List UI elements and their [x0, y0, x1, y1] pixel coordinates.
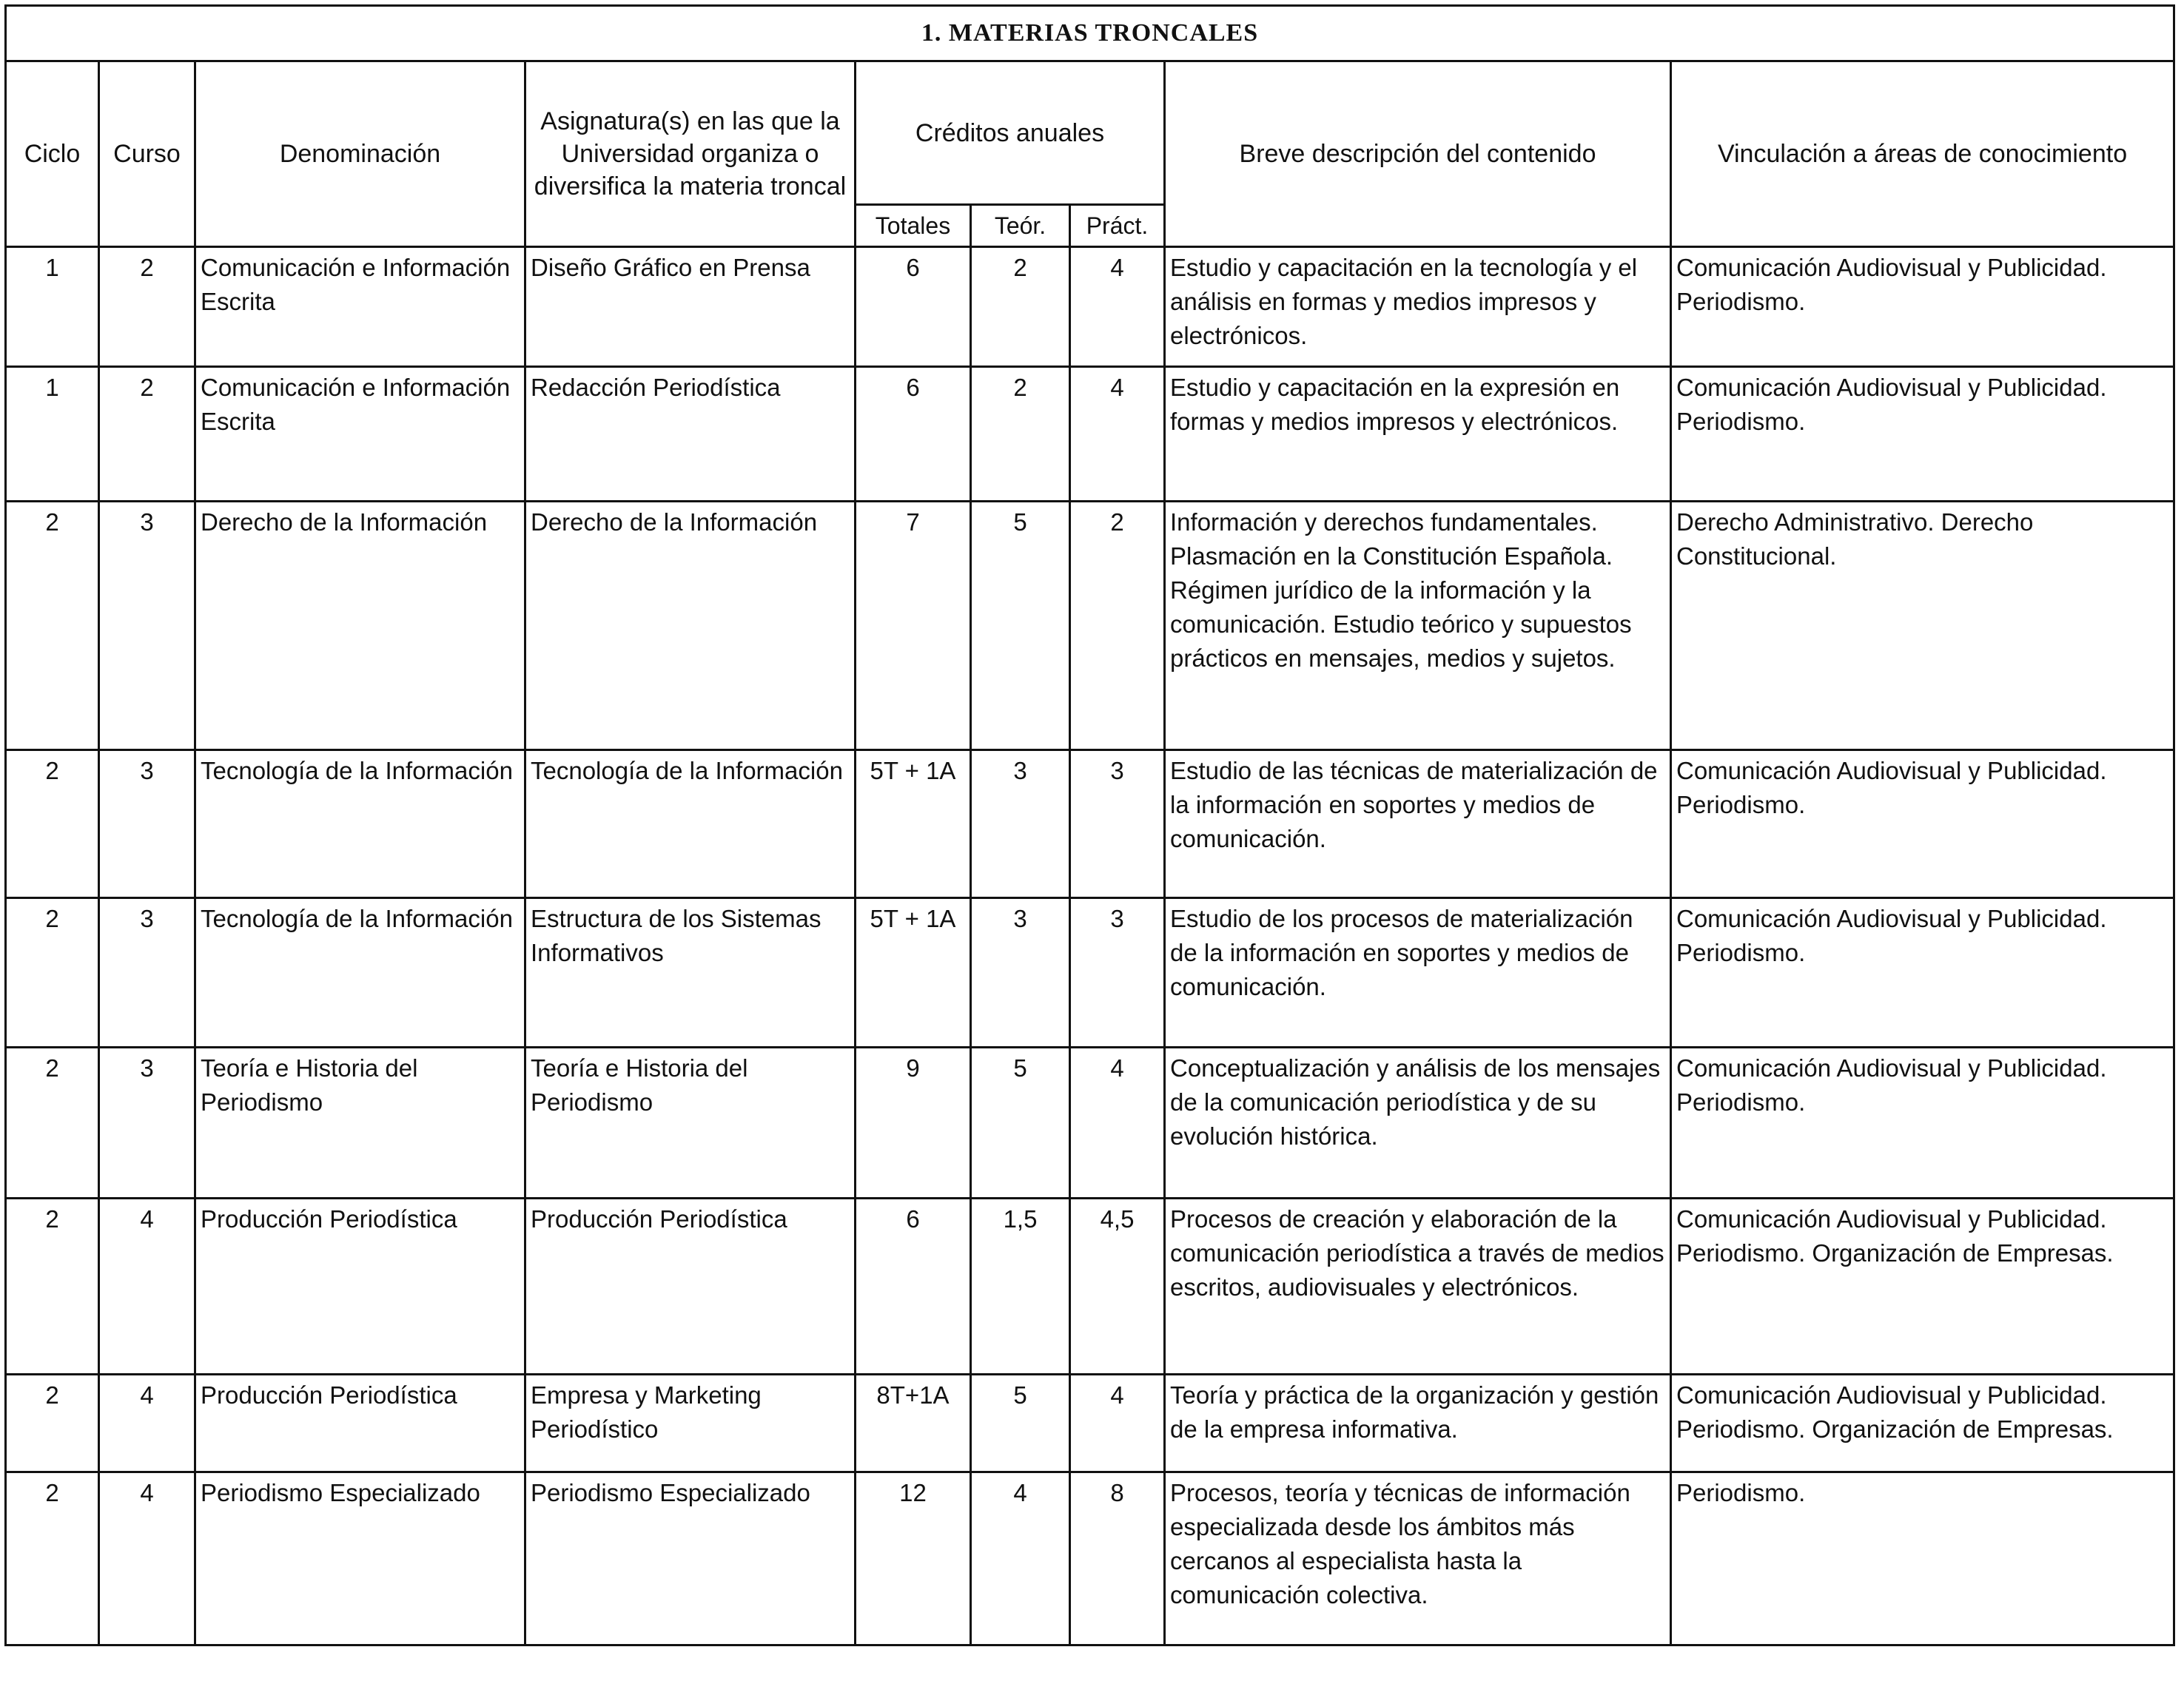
cell-ciclo: 2 [6, 1199, 99, 1375]
cell-denominacion: Tecnología de la Información [195, 898, 525, 1048]
cell-totales: 5T + 1A [856, 750, 971, 898]
cell-ciclo: 2 [6, 898, 99, 1048]
cell-totales: 7 [856, 502, 971, 750]
cell-ciclo: 2 [6, 750, 99, 898]
cell-denominacion: Producción Periodística [195, 1199, 525, 1375]
cell-vinculacion: Comunicación Audiovisual y Publicidad. Periodismo. [1671, 898, 2174, 1048]
cell-descripcion: Procesos de creación y elaboración de la comunicación periodística a través de medios escritos, audiovisuales y electrónicos. [1165, 1199, 1671, 1375]
table-row [6, 502, 2174, 750]
table-row [6, 1375, 2174, 1472]
cell-teor: 1,5 [971, 1199, 1070, 1375]
header-curso: Curso [99, 61, 195, 247]
cell-descripcion: Teoría y práctica de la organización y gestión de la empresa informativa. [1165, 1375, 1671, 1472]
cell-curso: 3 [99, 502, 195, 750]
cell-asignatura: Teoría e Historia del Periodismo [525, 1048, 856, 1199]
cell-curso: 3 [99, 1048, 195, 1199]
cell-descripcion: Información y derechos fundamentales. Plasmación en la Constitución Española. Régimen jurídico de la información y la comunicación. Estudio teórico y supuestos prácticos en mensajes, medios y sujetos. [1165, 502, 1671, 750]
header-pract: Práct. [1070, 205, 1165, 247]
cell-totales: 5T + 1A [856, 898, 971, 1048]
cell-curso: 4 [99, 1199, 195, 1375]
header-totales: Totales [856, 205, 971, 247]
cell-ciclo: 2 [6, 1472, 99, 1645]
cell-asignatura: Periodismo Especializado [525, 1472, 856, 1645]
cell-totales: 6 [856, 1199, 971, 1375]
cell-totales: 9 [856, 1048, 971, 1199]
materias-troncales-table [4, 4, 2175, 1646]
cell-asignatura: Estructura de los Sistemas Informativos [525, 898, 856, 1048]
table-row [6, 750, 2174, 898]
cell-asignatura: Producción Periodística [525, 1199, 856, 1375]
cell-teor: 2 [971, 367, 1070, 502]
cell-vinculacion: Comunicación Audiovisual y Publicidad. Periodismo. [1671, 750, 2174, 898]
cell-teor: 5 [971, 1375, 1070, 1472]
cell-teor: 5 [971, 1048, 1070, 1199]
cell-pract: 4 [1070, 367, 1165, 502]
cell-pract: 2 [1070, 502, 1165, 750]
cell-asignatura: Redacción Periodística [525, 367, 856, 502]
cell-asignatura: Empresa y Marketing Periodístico [525, 1375, 856, 1472]
cell-descripcion: Estudio de las técnicas de materialización de la información en soportes y medios de comunicación. [1165, 750, 1671, 898]
cell-totales: 8T+1A [856, 1375, 971, 1472]
cell-ciclo: 2 [6, 502, 99, 750]
table-body [6, 247, 2174, 1645]
cell-denominacion: Comunicación e Información Escrita [195, 247, 525, 367]
table-row [6, 898, 2174, 1048]
table-row [6, 1048, 2174, 1199]
header-ciclo: Ciclo [6, 61, 99, 247]
table-row [6, 247, 2174, 367]
cell-ciclo: 2 [6, 1375, 99, 1472]
cell-curso: 3 [99, 898, 195, 1048]
cell-pract: 8 [1070, 1472, 1165, 1645]
cell-curso: 2 [99, 367, 195, 502]
cell-vinculacion: Comunicación Audiovisual y Publicidad. Periodismo. [1671, 1048, 2174, 1199]
cell-pract: 4 [1070, 1375, 1165, 1472]
cell-denominacion: Comunicación e Información Escrita [195, 367, 525, 502]
cell-asignatura: Derecho de la Información [525, 502, 856, 750]
cell-pract: 3 [1070, 898, 1165, 1048]
cell-vinculacion: Comunicación Audiovisual y Publicidad. Periodismo. [1671, 367, 2174, 502]
cell-ciclo: 2 [6, 1048, 99, 1199]
cell-vinculacion: Derecho Administrativo. Derecho Constitucional. [1671, 502, 2174, 750]
cell-descripcion: Estudio y capacitación en la expresión en formas y medios impresos y electrónicos. [1165, 367, 1671, 502]
cell-asignatura: Diseño Gráfico en Prensa [525, 247, 856, 367]
cell-pract: 4 [1070, 247, 1165, 367]
cell-teor: 4 [971, 1472, 1070, 1645]
header-descripcion: Breve descripción del contenido [1165, 61, 1671, 247]
cell-pract: 4 [1070, 1048, 1165, 1199]
cell-denominacion: Derecho de la Información [195, 502, 525, 750]
cell-ciclo: 1 [6, 247, 99, 367]
cell-curso: 4 [99, 1472, 195, 1645]
cell-descripcion: Estudio y capacitación en la tecnología y el análisis en formas y medios impresos y electrónicos. [1165, 247, 1671, 367]
cell-teor: 5 [971, 502, 1070, 750]
cell-teor: 2 [971, 247, 1070, 367]
document-sheet [4, 4, 2173, 1646]
cell-totales: 12 [856, 1472, 971, 1645]
cell-asignatura: Tecnología de la Información [525, 750, 856, 898]
cell-totales: 6 [856, 367, 971, 502]
cell-pract: 4,5 [1070, 1199, 1165, 1375]
cell-teor: 3 [971, 750, 1070, 898]
cell-denominacion: Producción Periodística [195, 1375, 525, 1472]
cell-denominacion: Periodismo Especializado [195, 1472, 525, 1645]
cell-vinculacion: Comunicación Audiovisual y Publicidad. Periodismo. [1671, 247, 2174, 367]
cell-vinculacion: Comunicación Audiovisual y Publicidad. Periodismo. Organización de Empresas. [1671, 1375, 2174, 1472]
header-teor: Teór. [971, 205, 1070, 247]
cell-denominacion: Tecnología de la Información [195, 750, 525, 898]
cell-curso: 2 [99, 247, 195, 367]
table-row [6, 1199, 2174, 1375]
cell-descripcion: Estudio de los procesos de materialización de la información en soportes y medios de comunicación. [1165, 898, 1671, 1048]
cell-totales: 6 [856, 247, 971, 367]
header-asignatura: Asignatura(s) en las que la Universidad organiza o diversifica la materia troncal [525, 61, 856, 247]
cell-pract: 3 [1070, 750, 1165, 898]
table-row [6, 1472, 2174, 1645]
cell-curso: 4 [99, 1375, 195, 1472]
table-title: 1. MATERIAS TRONCALES [6, 6, 2174, 61]
cell-ciclo: 1 [6, 367, 99, 502]
cell-descripcion: Conceptualización y análisis de los mensajes de la comunicación periodística y de su evolución histórica. [1165, 1048, 1671, 1199]
cell-teor: 3 [971, 898, 1070, 1048]
table-row [6, 367, 2174, 502]
header-vinculacion: Vinculación a áreas de conocimiento [1671, 61, 2174, 247]
cell-curso: 3 [99, 750, 195, 898]
cell-denominacion: Teoría e Historia del Periodismo [195, 1048, 525, 1199]
header-denominacion: Denominación [195, 61, 525, 247]
cell-vinculacion: Periodismo. [1671, 1472, 2174, 1645]
header-creditos-anuales: Créditos anuales [856, 61, 1165, 205]
cell-descripcion: Procesos, teoría y técnicas de información especializada desde los ámbitos más cercanos al especialista hasta la comunicación colectiva. [1165, 1472, 1671, 1645]
cell-vinculacion: Comunicación Audiovisual y Publicidad. Periodismo. Organización de Empresas. [1671, 1199, 2174, 1375]
